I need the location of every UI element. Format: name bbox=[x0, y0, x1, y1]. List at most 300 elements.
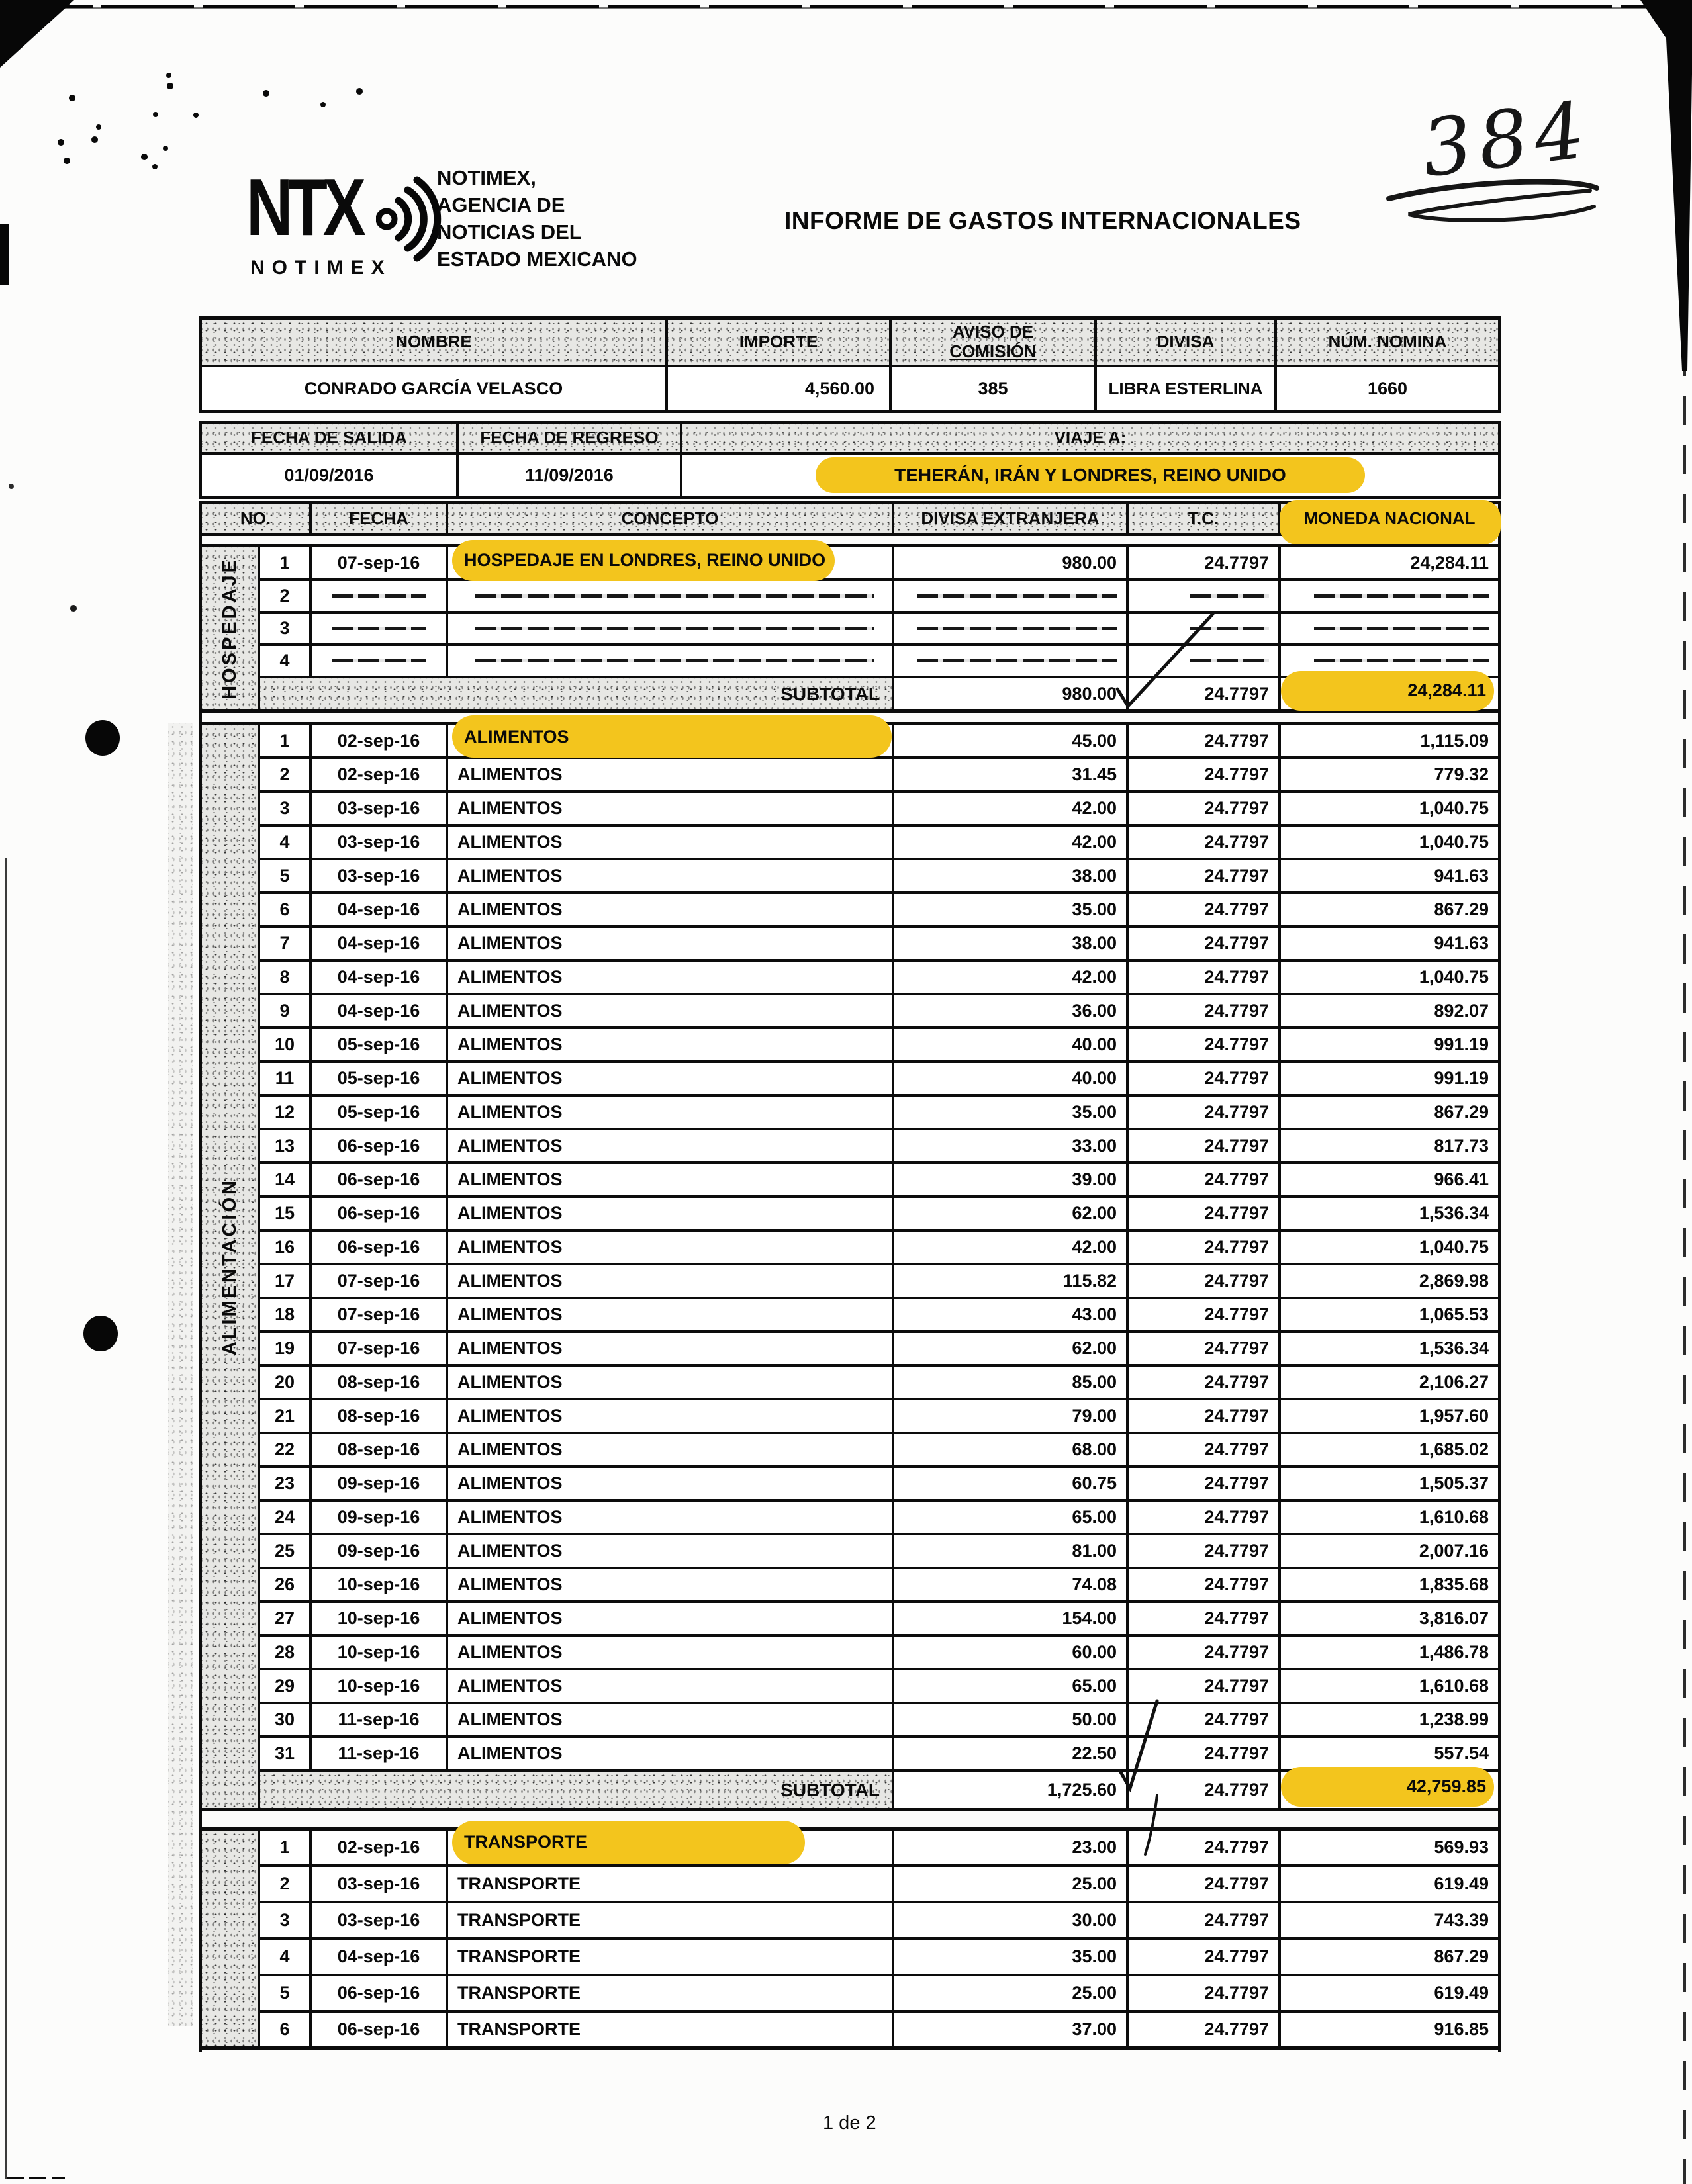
ink-specks bbox=[0, 0, 3, 3]
row-tc: 24.7797 bbox=[1129, 793, 1278, 824]
row-tc: 24.7797 bbox=[1129, 1637, 1278, 1668]
col-header-num-nomina: NÚM. NOMINA bbox=[1277, 320, 1498, 365]
row-divisa-extranjera: 154.00 bbox=[894, 1603, 1126, 1634]
row-moneda-nacional: 1,238.99 bbox=[1281, 1704, 1498, 1735]
row-no: 7 bbox=[260, 928, 309, 959]
row-moneda-nacional: 1,536.34 bbox=[1281, 1198, 1498, 1229]
row-concepto: ALIMENTOS bbox=[448, 1738, 892, 1769]
row-fecha: 07-sep-16 bbox=[312, 1299, 446, 1330]
row-tc: 24.7797 bbox=[1129, 2013, 1278, 2046]
row-concepto: ALIMENTOS bbox=[448, 1198, 892, 1229]
fecha-regreso-value: 11/09/2016 bbox=[459, 455, 680, 496]
row-concepto: ALIMENTOS bbox=[448, 894, 892, 925]
section-alimentacion bbox=[199, 722, 1501, 1811]
row-concepto: ALIMENTOS bbox=[448, 1367, 892, 1398]
row-fecha: 03-sep-16 bbox=[312, 860, 446, 891]
section-side-label-text: HOSPEDAJE bbox=[218, 557, 240, 700]
empty-cell-dash bbox=[475, 659, 874, 662]
row-fecha: 06-sep-16 bbox=[312, 1198, 446, 1229]
row-tc bbox=[1129, 581, 1278, 611]
logo-caption: NOTIMEX bbox=[250, 257, 392, 279]
row-divisa-extranjera: 25.00 bbox=[894, 1867, 1126, 1901]
row-fecha: 04-sep-16 bbox=[312, 995, 446, 1026]
row-moneda-nacional: 991.19 bbox=[1281, 1063, 1498, 1094]
row-no: 12 bbox=[260, 1097, 309, 1128]
row-moneda-nacional: 867.29 bbox=[1281, 1940, 1498, 1974]
col-header-concepto: CONCEPTO bbox=[448, 504, 892, 533]
row-divisa-extranjera: 35.00 bbox=[894, 1940, 1126, 1974]
row-concepto: ALIMENTOS bbox=[448, 1468, 892, 1499]
col-header-importe: IMPORTE bbox=[668, 320, 889, 365]
empty-cell-dash bbox=[917, 594, 1117, 598]
org-line: AGENCIA DE bbox=[437, 193, 565, 216]
expense-table-header bbox=[199, 501, 1501, 536]
row-no: 2 bbox=[260, 759, 309, 790]
row-divisa-extranjera: 60.00 bbox=[894, 1637, 1126, 1668]
row-tc bbox=[1129, 614, 1278, 643]
row-fecha: 03-sep-16 bbox=[312, 1867, 446, 1901]
row-concepto: TRANSPORTE bbox=[448, 1976, 892, 2010]
row-concepto: ALIMENTOS bbox=[448, 1434, 892, 1465]
row-concepto: ALIMENTOS bbox=[448, 860, 892, 891]
row-concepto bbox=[448, 614, 892, 643]
row-moneda-nacional: 1,536.34 bbox=[1281, 1333, 1498, 1364]
row-moneda-nacional: 619.49 bbox=[1281, 1867, 1498, 1901]
col-header-divisa-extranjera: DIVISA EXTRANJERA bbox=[894, 504, 1126, 533]
employee-name: CONRADO GARCÍA VELASCO bbox=[202, 367, 665, 410]
row-divisa-extranjera bbox=[894, 581, 1126, 611]
row-divisa-extranjera bbox=[894, 646, 1126, 676]
aviso-line2: COMISIÓN bbox=[949, 341, 1037, 361]
row-fecha: 06-sep-16 bbox=[312, 1164, 446, 1195]
row-no: 1 bbox=[260, 547, 309, 578]
col-header-aviso-comision bbox=[892, 320, 1094, 365]
col-header-fecha-salida: FECHA DE SALIDA bbox=[202, 424, 456, 452]
row-tc: 24.7797 bbox=[1129, 1063, 1278, 1094]
subtotal-label: SUBTOTAL bbox=[260, 678, 892, 709]
row-no: 26 bbox=[260, 1569, 309, 1600]
row-no: 9 bbox=[260, 995, 309, 1026]
empty-cell-dash bbox=[332, 659, 425, 662]
row-no: 30 bbox=[260, 1704, 309, 1735]
row-divisa-extranjera: 115.82 bbox=[894, 1265, 1126, 1297]
importe-value: 4,560.00 bbox=[668, 367, 889, 410]
org-name-block bbox=[437, 164, 637, 273]
col-header-fecha: FECHA bbox=[312, 504, 446, 533]
row-fecha: 10-sep-16 bbox=[312, 1637, 446, 1668]
subtotal-divisa: 980.00 bbox=[894, 678, 1126, 709]
col-header-viaje-a: VIAJE A: bbox=[682, 424, 1498, 452]
section-side-label bbox=[202, 547, 258, 709]
row-no: 2 bbox=[260, 581, 309, 611]
row-tc: 24.7797 bbox=[1129, 1704, 1278, 1735]
row-divisa-extranjera: 40.00 bbox=[894, 1063, 1126, 1094]
col-header-divisa: DIVISA bbox=[1097, 320, 1274, 365]
row-concepto: ALIMENTOS bbox=[448, 995, 892, 1026]
section-transporte bbox=[199, 1827, 1501, 2050]
row-no: 13 bbox=[260, 1130, 309, 1161]
row-no: 3 bbox=[260, 1903, 309, 1937]
subtotal-label: SUBTOTAL bbox=[260, 1772, 892, 1808]
row-divisa-extranjera: 65.00 bbox=[894, 1502, 1126, 1533]
row-tc: 24.7797 bbox=[1129, 1502, 1278, 1533]
row-tc: 24.7797 bbox=[1129, 1603, 1278, 1634]
row-moneda-nacional: 1,065.53 bbox=[1281, 1299, 1498, 1330]
scan-right-edge-line bbox=[1683, 53, 1686, 2184]
row-moneda-nacional: 2,007.16 bbox=[1281, 1535, 1498, 1567]
section-side-label bbox=[202, 725, 258, 1808]
org-line: NOTICIAS DEL bbox=[437, 220, 582, 244]
row-tc: 24.7797 bbox=[1129, 1670, 1278, 1702]
row-moneda-nacional: 1,040.75 bbox=[1281, 1232, 1498, 1263]
row-fecha: 06-sep-16 bbox=[312, 2013, 446, 2046]
empty-cell-dash bbox=[917, 627, 1117, 630]
row-fecha: 04-sep-16 bbox=[312, 894, 446, 925]
row-tc: 24.7797 bbox=[1129, 1097, 1278, 1128]
row-concepto: ALIMENTOS bbox=[448, 759, 892, 790]
row-no: 25 bbox=[260, 1535, 309, 1567]
row-moneda-nacional: 966.41 bbox=[1281, 1164, 1498, 1195]
row-fecha: 04-sep-16 bbox=[312, 1940, 446, 1974]
row-tc: 24.7797 bbox=[1129, 1198, 1278, 1229]
row-divisa-extranjera: 62.00 bbox=[894, 1333, 1126, 1364]
stamp-swoosh bbox=[1409, 191, 1594, 220]
row-concepto: ALIMENTOS bbox=[448, 1502, 892, 1533]
row-divisa-extranjera: 25.00 bbox=[894, 1976, 1126, 2010]
row-fecha: 06-sep-16 bbox=[312, 1976, 446, 2010]
row-divisa-extranjera: 42.00 bbox=[894, 827, 1126, 858]
row-tc: 24.7797 bbox=[1129, 962, 1278, 993]
row-divisa-extranjera: 74.08 bbox=[894, 1569, 1126, 1600]
row-tc: 24.7797 bbox=[1129, 1831, 1278, 1864]
empty-cell-dash bbox=[1190, 627, 1269, 630]
hole-punch-mark-2 bbox=[83, 1316, 118, 1351]
row-divisa-extranjera: 30.00 bbox=[894, 1903, 1126, 1937]
destination-highlight: TEHERÁN, IRÁN Y LONDRES, REINO UNIDO bbox=[816, 457, 1365, 493]
row-moneda-nacional: 1,610.68 bbox=[1281, 1502, 1498, 1533]
row-concepto bbox=[448, 1831, 892, 1864]
row-concepto: ALIMENTOS bbox=[448, 1704, 892, 1735]
row-concepto: ALIMENTOS bbox=[448, 1265, 892, 1297]
row-fecha: 08-sep-16 bbox=[312, 1434, 446, 1465]
divisa-value: LIBRA ESTERLINA bbox=[1097, 367, 1274, 410]
row-concepto: ALIMENTOS bbox=[448, 1333, 892, 1364]
row-divisa-extranjera: 37.00 bbox=[894, 2013, 1126, 2046]
row-moneda-nacional: 24,284.11 bbox=[1281, 547, 1498, 578]
viaje-a-cell bbox=[682, 455, 1498, 496]
row-no: 6 bbox=[260, 2013, 309, 2046]
row-no: 3 bbox=[260, 793, 309, 824]
row-fecha bbox=[312, 581, 446, 611]
row-moneda-nacional: 867.29 bbox=[1281, 1097, 1498, 1128]
row-no: 19 bbox=[260, 1333, 309, 1364]
row-concepto bbox=[448, 581, 892, 611]
row-concepto: ALIMENTOS bbox=[448, 1130, 892, 1161]
row-fecha: 06-sep-16 bbox=[312, 1130, 446, 1161]
row-divisa-extranjera: 50.00 bbox=[894, 1704, 1126, 1735]
row-divisa-extranjera: 42.00 bbox=[894, 962, 1126, 993]
row-tc: 24.7797 bbox=[1129, 1367, 1278, 1398]
empty-cell-dash bbox=[475, 594, 874, 598]
row-moneda-nacional: 2,869.98 bbox=[1281, 1265, 1498, 1297]
row-fecha: 04-sep-16 bbox=[312, 928, 446, 959]
empty-cell-dash bbox=[1314, 627, 1489, 630]
empty-cell-dash bbox=[475, 627, 874, 630]
empty-cell-dash bbox=[1314, 594, 1489, 598]
row-divisa-extranjera: 62.00 bbox=[894, 1198, 1126, 1229]
row-moneda-nacional: 1,040.75 bbox=[1281, 793, 1498, 824]
row-fecha: 07-sep-16 bbox=[312, 1265, 446, 1297]
row-no: 17 bbox=[260, 1265, 309, 1297]
row-divisa-extranjera: 35.00 bbox=[894, 894, 1126, 925]
row-divisa-extranjera: 35.00 bbox=[894, 1097, 1126, 1128]
notimex-logo bbox=[246, 162, 465, 286]
empty-cell-dash bbox=[332, 627, 425, 630]
trip-info-table bbox=[199, 421, 1501, 499]
row-tc: 24.7797 bbox=[1129, 1232, 1278, 1263]
row-moneda-nacional: 892.07 bbox=[1281, 995, 1498, 1026]
col-header-fecha-regreso: FECHA DE REGRESO bbox=[459, 424, 680, 452]
row-divisa-extranjera: 31.45 bbox=[894, 759, 1126, 790]
row-fecha: 06-sep-16 bbox=[312, 1232, 446, 1263]
row-concepto: ALIMENTOS bbox=[448, 1097, 892, 1128]
row-fecha: 05-sep-16 bbox=[312, 1063, 446, 1094]
row-concepto: ALIMENTOS bbox=[448, 1299, 892, 1330]
row-no: 16 bbox=[260, 1232, 309, 1263]
row-divisa-extranjera: 39.00 bbox=[894, 1164, 1126, 1195]
row-no: 10 bbox=[260, 1029, 309, 1060]
row-moneda-nacional: 941.63 bbox=[1281, 928, 1498, 959]
row-tc: 24.7797 bbox=[1129, 759, 1278, 790]
row-moneda-nacional: 2,106.27 bbox=[1281, 1367, 1498, 1398]
col-header-tc: T.C. bbox=[1129, 504, 1278, 533]
row-divisa-extranjera: 42.00 bbox=[894, 1232, 1126, 1263]
row-moneda-nacional: 817.73 bbox=[1281, 1130, 1498, 1161]
row-divisa-extranjera: 40.00 bbox=[894, 1029, 1126, 1060]
row-fecha: 10-sep-16 bbox=[312, 1670, 446, 1702]
row-tc: 24.7797 bbox=[1129, 1434, 1278, 1465]
row-moneda-nacional: 941.63 bbox=[1281, 860, 1498, 891]
row-divisa-extranjera: 38.00 bbox=[894, 928, 1126, 959]
row-fecha: 02-sep-16 bbox=[312, 1831, 446, 1864]
row-moneda-nacional: 1,835.68 bbox=[1281, 1569, 1498, 1600]
num-nomina-value: 1660 bbox=[1277, 367, 1498, 410]
highlighted-concept: ALIMENTOS bbox=[452, 715, 892, 758]
empty-cell-dash bbox=[1314, 659, 1489, 662]
row-tc: 24.7797 bbox=[1129, 725, 1278, 756]
row-divisa-extranjera: 81.00 bbox=[894, 1535, 1126, 1567]
row-divisa-extranjera: 45.00 bbox=[894, 725, 1126, 756]
logo-brand-text: NTX bbox=[246, 162, 361, 252]
subtotal-tc: 24.7797 bbox=[1129, 1772, 1278, 1808]
row-tc: 24.7797 bbox=[1129, 1976, 1278, 2010]
row-concepto: TRANSPORTE bbox=[448, 2013, 892, 2046]
row-fecha: 10-sep-16 bbox=[312, 1603, 446, 1634]
section-side-label bbox=[202, 1831, 258, 2046]
row-tc: 24.7797 bbox=[1129, 1333, 1278, 1364]
col-header-nombre: NOMBRE bbox=[202, 320, 665, 365]
row-moneda-nacional bbox=[1281, 614, 1498, 643]
row-no: 4 bbox=[260, 646, 309, 676]
row-divisa-extranjera: 42.00 bbox=[894, 793, 1126, 824]
row-no: 3 bbox=[260, 614, 309, 643]
row-moneda-nacional: 1,040.75 bbox=[1281, 962, 1498, 993]
row-tc: 24.7797 bbox=[1129, 547, 1278, 578]
row-fecha: 05-sep-16 bbox=[312, 1029, 446, 1060]
row-fecha: 09-sep-16 bbox=[312, 1502, 446, 1533]
row-concepto: TRANSPORTE bbox=[448, 1903, 892, 1937]
row-concepto: ALIMENTOS bbox=[448, 1603, 892, 1634]
aviso-line1: AVISO DE bbox=[952, 322, 1034, 342]
row-concepto: ALIMENTOS bbox=[448, 793, 892, 824]
subtotal-moneda-highlight: 24,284.11 bbox=[1281, 671, 1494, 711]
row-moneda-nacional: 1,610.68 bbox=[1281, 1670, 1498, 1702]
row-fecha: 07-sep-16 bbox=[312, 1333, 446, 1364]
row-moneda-nacional: 1,486.78 bbox=[1281, 1637, 1498, 1668]
row-tc: 24.7797 bbox=[1129, 1738, 1278, 1769]
handwritten-stamp bbox=[1417, 83, 1596, 195]
row-no: 2 bbox=[260, 1867, 309, 1901]
row-fecha: 11-sep-16 bbox=[312, 1738, 446, 1769]
row-concepto: ALIMENTOS bbox=[448, 1670, 892, 1702]
scan-left-edge-line bbox=[5, 858, 7, 2179]
row-moneda-nacional: 1,115.09 bbox=[1281, 725, 1498, 756]
row-fecha bbox=[312, 646, 446, 676]
row-divisa-extranjera: 60.75 bbox=[894, 1468, 1126, 1499]
row-moneda-nacional: 779.32 bbox=[1281, 759, 1498, 790]
stamp-underline bbox=[1389, 182, 1597, 199]
row-fecha: 11-sep-16 bbox=[312, 1704, 446, 1735]
row-fecha: 03-sep-16 bbox=[312, 793, 446, 824]
moneda-nacional-label: MONEDA NACIONAL bbox=[1303, 508, 1476, 528]
row-tc: 24.7797 bbox=[1129, 1535, 1278, 1567]
row-moneda-nacional: 867.29 bbox=[1281, 894, 1498, 925]
row-tc: 24.7797 bbox=[1129, 1400, 1278, 1432]
row-moneda-nacional: 557.54 bbox=[1281, 1738, 1498, 1769]
row-divisa-extranjera: 36.00 bbox=[894, 995, 1126, 1026]
hole-punch-mark-1 bbox=[85, 720, 120, 756]
row-concepto: ALIMENTOS bbox=[448, 1400, 892, 1432]
row-divisa-extranjera: 23.00 bbox=[894, 1831, 1126, 1864]
row-tc: 24.7797 bbox=[1129, 860, 1278, 891]
row-moneda-nacional: 1,040.75 bbox=[1281, 827, 1498, 858]
row-concepto: ALIMENTOS bbox=[448, 962, 892, 993]
row-divisa-extranjera: 38.00 bbox=[894, 860, 1126, 891]
row-no: 20 bbox=[260, 1367, 309, 1398]
row-moneda-nacional: 3,816.07 bbox=[1281, 1603, 1498, 1634]
row-fecha: 02-sep-16 bbox=[312, 759, 446, 790]
section-side-label-text: ALIMENTACIÓN bbox=[218, 1177, 240, 1356]
row-concepto bbox=[448, 725, 892, 756]
row-no: 24 bbox=[260, 1502, 309, 1533]
fecha-salida-value: 01/09/2016 bbox=[202, 455, 456, 496]
empty-cell-dash bbox=[332, 594, 425, 598]
subtotal-divisa: 1,725.60 bbox=[894, 1772, 1126, 1808]
row-tc: 24.7797 bbox=[1129, 894, 1278, 925]
stamp-number: 384 bbox=[1417, 83, 1596, 195]
row-fecha: 03-sep-16 bbox=[312, 827, 446, 858]
row-moneda-nacional: 1,505.37 bbox=[1281, 1468, 1498, 1499]
row-tc: 24.7797 bbox=[1129, 1299, 1278, 1330]
row-no: 27 bbox=[260, 1603, 309, 1634]
row-no: 4 bbox=[260, 1940, 309, 1974]
row-tc: 24.7797 bbox=[1129, 1569, 1278, 1600]
row-tc: 24.7797 bbox=[1129, 995, 1278, 1026]
row-fecha: 07-sep-16 bbox=[312, 547, 446, 578]
empty-cell-dash bbox=[1190, 594, 1269, 598]
row-tc: 24.7797 bbox=[1129, 1903, 1278, 1937]
row-concepto bbox=[448, 547, 892, 578]
row-fecha: 08-sep-16 bbox=[312, 1400, 446, 1432]
subtotal-tc: 24.7797 bbox=[1129, 678, 1278, 709]
row-fecha: 02-sep-16 bbox=[312, 725, 446, 756]
org-line: NOTIMEX, bbox=[437, 166, 536, 189]
row-divisa-extranjera bbox=[894, 614, 1126, 643]
row-concepto: ALIMENTOS bbox=[448, 928, 892, 959]
scan-corner-artifact bbox=[0, 0, 74, 68]
row-no: 8 bbox=[260, 962, 309, 993]
scan-left-edge-foot bbox=[7, 2177, 65, 2179]
row-moneda-nacional: 916.85 bbox=[1281, 2013, 1498, 2046]
row-tc bbox=[1129, 646, 1278, 676]
row-no: 5 bbox=[260, 1976, 309, 2010]
row-concepto: TRANSPORTE bbox=[448, 1940, 892, 1974]
col-header-no: NO. bbox=[202, 504, 309, 533]
row-divisa-extranjera: 79.00 bbox=[894, 1400, 1126, 1432]
row-no: 29 bbox=[260, 1670, 309, 1702]
row-divisa-extranjera: 22.50 bbox=[894, 1738, 1126, 1769]
row-tc: 24.7797 bbox=[1129, 1867, 1278, 1901]
highlighted-concept: HOSPEDAJE EN LONDRES, REINO UNIDO bbox=[452, 540, 835, 581]
row-no: 11 bbox=[260, 1063, 309, 1094]
row-fecha: 05-sep-16 bbox=[312, 1097, 446, 1128]
row-no: 4 bbox=[260, 827, 309, 858]
row-tc: 24.7797 bbox=[1129, 928, 1278, 959]
row-divisa-extranjera: 33.00 bbox=[894, 1130, 1126, 1161]
row-concepto: ALIMENTOS bbox=[448, 1535, 892, 1567]
empty-cell-dash bbox=[917, 659, 1117, 662]
row-no: 28 bbox=[260, 1637, 309, 1668]
subtotal-moneda bbox=[1281, 678, 1498, 709]
row-concepto bbox=[448, 646, 892, 676]
employee-info-table bbox=[199, 316, 1501, 413]
aviso-comision-value: 385 bbox=[892, 367, 1094, 410]
row-divisa-extranjera: 43.00 bbox=[894, 1299, 1126, 1330]
row-concepto: ALIMENTOS bbox=[448, 827, 892, 858]
row-concepto: ALIMENTOS bbox=[448, 1164, 892, 1195]
row-fecha bbox=[312, 614, 446, 643]
subtotal-moneda-highlight: 42,759.85 bbox=[1281, 1767, 1494, 1807]
row-divisa-extranjera: 68.00 bbox=[894, 1434, 1126, 1465]
row-no: 6 bbox=[260, 894, 309, 925]
row-no: 22 bbox=[260, 1434, 309, 1465]
row-concepto: TRANSPORTE bbox=[448, 1867, 892, 1901]
row-fecha: 04-sep-16 bbox=[312, 962, 446, 993]
empty-cell-dash bbox=[1190, 659, 1269, 662]
row-tc: 24.7797 bbox=[1129, 1265, 1278, 1297]
row-no: 21 bbox=[260, 1400, 309, 1432]
row-tc: 24.7797 bbox=[1129, 1940, 1278, 1974]
row-no: 1 bbox=[260, 1831, 309, 1864]
row-tc: 24.7797 bbox=[1129, 1029, 1278, 1060]
row-fecha: 03-sep-16 bbox=[312, 1903, 446, 1937]
row-divisa-extranjera: 85.00 bbox=[894, 1367, 1126, 1398]
scan-left-edge-mark bbox=[0, 224, 9, 285]
row-no: 5 bbox=[260, 860, 309, 891]
org-line: ESTADO MEXICANO bbox=[437, 248, 637, 271]
row-moneda-nacional: 569.93 bbox=[1281, 1831, 1498, 1864]
row-moneda-nacional: 619.49 bbox=[1281, 1976, 1498, 2010]
